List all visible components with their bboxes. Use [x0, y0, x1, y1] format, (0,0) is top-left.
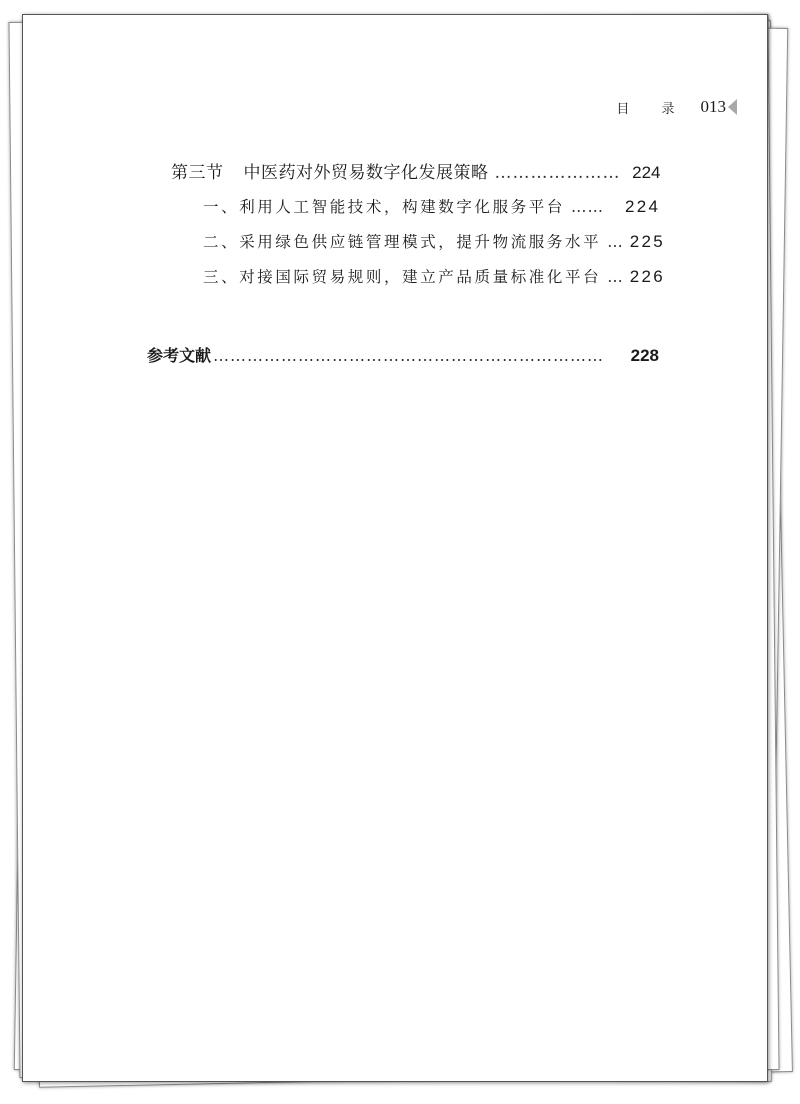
- toc-page-number: 225: [629, 232, 665, 251]
- toc-page-number: 228: [630, 346, 659, 365]
- toc-section-number: 第三节: [171, 163, 224, 183]
- toc-item-label: 一、利用人工智能技术，构建数字化服务平台: [203, 198, 566, 216]
- page-marker-icon: [728, 99, 737, 115]
- toc-references-label: 参考文献: [147, 346, 212, 365]
- toc-item-label: 三、对接国际贸易规则，建立产品质量标准化平台: [203, 268, 602, 286]
- toc-page-number: 224: [625, 197, 661, 216]
- toc-page-number: 226: [629, 267, 665, 286]
- toc-item-entry[interactable]: [203, 230, 665, 252]
- toc-references-entry[interactable]: [147, 343, 659, 366]
- running-head-title: 目 录: [616, 101, 689, 117]
- toc-page: [22, 14, 768, 1082]
- page-number: 013: [700, 97, 726, 116]
- toc-item-entry[interactable]: [203, 265, 665, 287]
- running-head: [616, 97, 737, 117]
- toc-section-label: [171, 158, 489, 183]
- toc-leader: …: [607, 233, 624, 251]
- toc-item-entry[interactable]: [203, 195, 659, 217]
- toc-leader: ……: [571, 198, 605, 216]
- toc-item-label: 二、采用绿色供应链管理模式，提升物流服务水平: [203, 233, 602, 251]
- toc-leader: …………………: [494, 163, 621, 183]
- toc-section-entry[interactable]: [171, 158, 659, 183]
- toc-section-title: 中医药对外贸易数字化发展策略: [243, 163, 489, 183]
- toc-leader: ……………………………………………………………: [213, 346, 605, 365]
- toc-leader: …: [607, 268, 624, 286]
- toc-page-number: 224: [632, 163, 661, 182]
